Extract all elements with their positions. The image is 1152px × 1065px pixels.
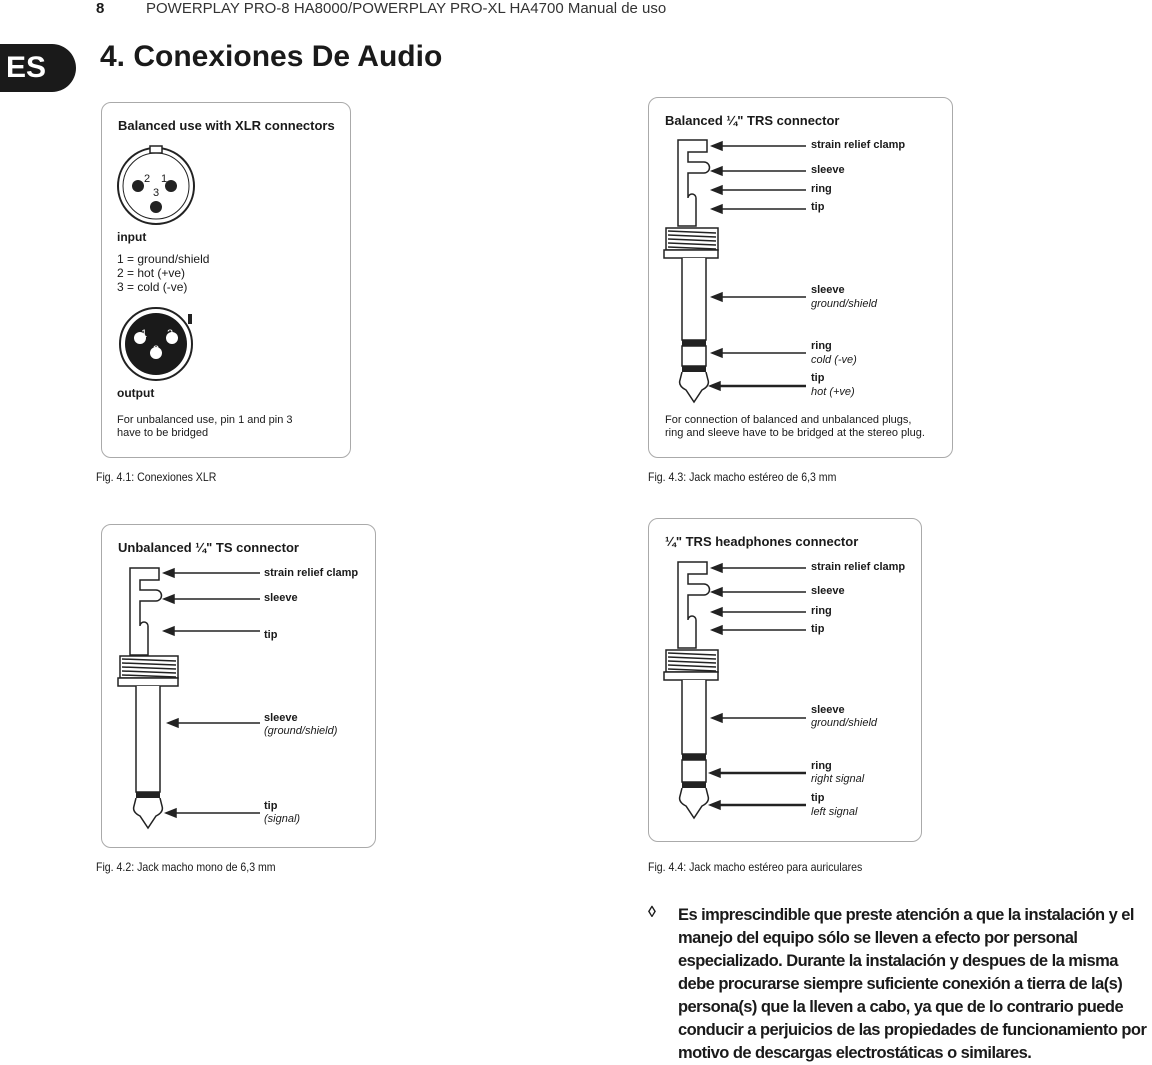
fig2-title: Unbalanced ¼" TS connector — [118, 540, 299, 555]
warning-text: Es imprescindible que preste atención a que la instalación y el manejo del equipo sólo se lleven a efecto por personal especializado. Durante la instalación y despues de la misma debe procurarse siempre suficiente conexión a tierra de la(s) persona(s) que la lleven a cabo, ya que de lo contrario puede conducir a perjuicios de las propiedades de funcionamiento por motivo de descargas electrostáticas o similares. — [678, 906, 1147, 1062]
trs-insulator-2 — [682, 366, 706, 372]
ts-label-clamp: strain relief clamp — [264, 567, 359, 579]
hp-label-ring-2-sub: right signal — [811, 773, 865, 785]
trs-label-tip-2-sub: hot (+ve) — [811, 386, 855, 398]
xlr-input-label: input — [117, 230, 147, 244]
ts-label-tip: tip — [264, 629, 278, 641]
page-number: 8 — [96, 0, 105, 17]
hp-label-sleeve: sleeve — [811, 585, 845, 597]
hp-label-tip: tip — [811, 623, 825, 635]
hp-label-sleeve-2-sub: ground/shield — [811, 717, 878, 729]
hp-insulator-2 — [682, 782, 706, 788]
hp-label-clamp: strain relief clamp — [811, 561, 906, 573]
trs-label-tip: tip — [811, 201, 825, 213]
trs-sleeve — [682, 258, 706, 340]
trs-insulator-1 — [682, 340, 706, 346]
xlr-output-label: output — [117, 386, 155, 400]
xlr-output-pin-label-2: 2 — [167, 328, 174, 340]
trs-clamp-shape — [678, 140, 710, 226]
trs-ring — [682, 346, 706, 366]
warning-icon: ◊ — [648, 904, 656, 921]
xlr-input-latch — [150, 146, 162, 153]
fig3-caption: Fig. 4.3: Jack macho estéreo de 6,3 mm — [648, 470, 837, 484]
ts-label-sleeve-2: sleeve — [264, 712, 298, 724]
pin-legend-2: 2 = hot (+ve) — [117, 266, 186, 280]
trs-label-tip-2: tip — [811, 372, 825, 384]
fig4-caption: Fig. 4.4: Jack macho estéreo para auriculares — [648, 860, 863, 874]
section-title: 4. Conexiones De Audio — [100, 40, 443, 73]
hp-label-tip-2: tip — [811, 792, 825, 804]
trs-tip — [680, 372, 709, 402]
language-tab: ES — [0, 44, 76, 92]
fig2-caption: Fig. 4.2: Jack macho mono de 6,3 mm — [96, 860, 276, 874]
trs-arrows — [708, 132, 810, 402]
trs-headphones-arrows — [708, 554, 810, 824]
xlr-input-pin-label-2: 2 — [144, 173, 151, 185]
trs-label-ring: ring — [811, 183, 832, 195]
ts-clamp-shape — [130, 568, 162, 655]
hp-label-sleeve-2: sleeve — [811, 704, 845, 716]
ts-arrows — [160, 560, 270, 830]
ts-label-tip-2: tip — [264, 800, 278, 812]
xlr-input-pin-2 — [132, 180, 144, 192]
fig3-note-line-1: For connection of balanced and unbalanced plugs, — [665, 414, 912, 426]
hp-tip — [680, 788, 709, 818]
hp-label-ring: ring — [811, 605, 832, 617]
manual-title: POWERPLAY PRO-8 HA8000/POWERPLAY PRO-XL HA4700 Manual de uso — [146, 0, 667, 17]
xlr-output-pin-label-3: 3 — [153, 344, 160, 356]
hp-ring — [682, 760, 706, 782]
trs-label-sleeve-2: sleeve — [811, 284, 845, 296]
ts-label-tip-2-sub: (signal) — [264, 813, 301, 825]
trs-label-ring-2: ring — [811, 340, 832, 352]
trs-label-sleeve-2-sub: ground/shield — [811, 298, 878, 310]
xlr-input-pin-3 — [150, 201, 162, 213]
hp-sleeve — [682, 680, 706, 754]
ts-shaft — [136, 686, 160, 792]
fig1-note-line-1: For unbalanced use, pin 1 and pin 3 — [117, 414, 293, 426]
fig3-title: Balanced ¼" TRS connector — [665, 113, 840, 128]
trs-label-ring-2-sub: cold (-ve) — [811, 354, 857, 366]
pin-legend-3: 3 = cold (-ve) — [117, 280, 188, 294]
trs-label-clamp: strain relief clamp — [811, 139, 906, 151]
hp-label-tip-2-sub: left signal — [811, 806, 858, 818]
ts-tip — [134, 798, 163, 828]
ts-label-sleeve-2-sub: (ground/shield) — [264, 725, 338, 737]
fig1-note-line-2: have to be bridged — [117, 427, 209, 439]
fig1-caption: Fig. 4.1: Conexiones XLR — [96, 470, 217, 484]
xlr-output-pin-label-1: 1 — [141, 328, 148, 340]
ts-insulator — [136, 792, 160, 798]
trs-label-sleeve: sleeve — [811, 164, 845, 176]
xlr-input-pin-label-1: 1 — [161, 173, 168, 185]
fig3-note-line-2: ring and sleeve have to be bridged at the stereo plug. — [665, 427, 925, 439]
hp-label-ring-2: ring — [811, 760, 832, 772]
ts-label-sleeve: sleeve — [264, 592, 298, 604]
hp-insulator-1 — [682, 754, 706, 760]
xlr-output-latch — [188, 314, 192, 324]
fig4-title: ¼" TRS headphones connector — [665, 534, 859, 549]
fig1-title: Balanced use with XLR connectors — [118, 118, 335, 133]
xlr-input-pin-label-3: 3 — [153, 187, 160, 199]
hp-clamp-shape — [678, 562, 710, 648]
pin-legend-1: 1 = ground/shield — [117, 252, 210, 266]
